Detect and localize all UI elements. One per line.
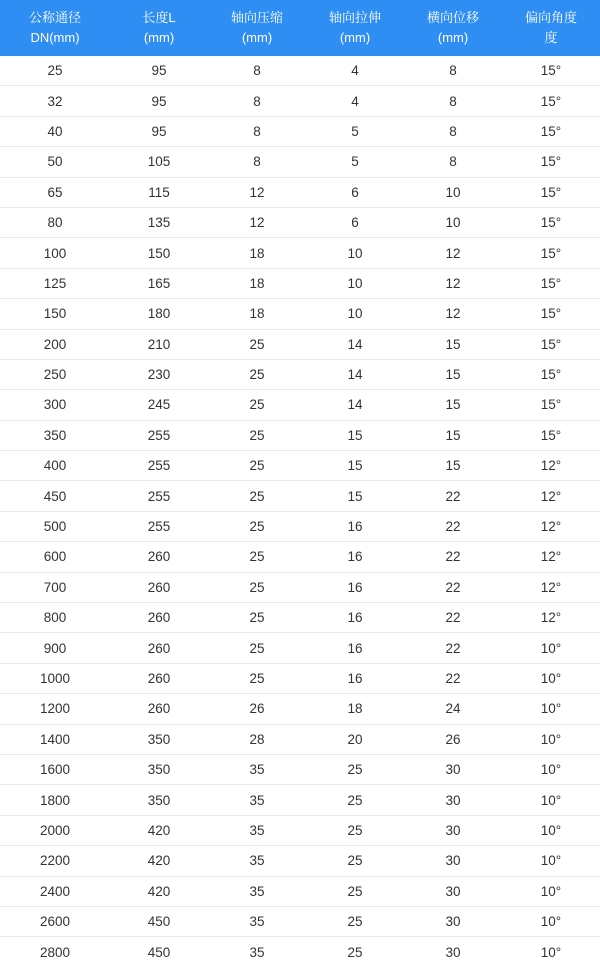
table-cell: 26: [404, 724, 502, 754]
table-cell: 6: [306, 177, 404, 207]
table-cell: 22: [404, 542, 502, 572]
column-header-title: 偏向角度: [524, 10, 577, 25]
table-cell: 25: [208, 542, 306, 572]
table-cell: 16: [306, 633, 404, 663]
table-cell: 10: [306, 268, 404, 298]
table-cell: 1200: [0, 694, 110, 724]
table-cell: 5: [306, 147, 404, 177]
table-cell: 350: [0, 420, 110, 450]
table-row: [0, 876, 600, 906]
table-cell: 30: [404, 937, 502, 967]
table-cell: 28: [208, 724, 306, 754]
table-cell: 255: [110, 481, 208, 511]
column-header-lateral-displacement: [404, 0, 502, 56]
table-cell: 25: [0, 56, 110, 86]
table-row: [0, 451, 600, 481]
table-cell: 30: [404, 754, 502, 784]
table-cell: 14: [306, 359, 404, 389]
table-cell: 5: [306, 116, 404, 146]
table-cell: 700: [0, 572, 110, 602]
table-row: [0, 329, 600, 359]
table-cell: 24: [404, 694, 502, 724]
table-cell: 15°: [502, 177, 600, 207]
table-row: [0, 511, 600, 541]
table-cell: 50: [0, 147, 110, 177]
table-cell: 10°: [502, 663, 600, 693]
table-cell: 260: [110, 603, 208, 633]
table-cell: 14: [306, 390, 404, 420]
column-header-unit: DN(mm): [30, 30, 80, 45]
table-cell: 8: [208, 147, 306, 177]
table-row: [0, 116, 600, 146]
table-cell: 16: [306, 542, 404, 572]
table-cell: 30: [404, 846, 502, 876]
table-cell: 600: [0, 542, 110, 572]
table-cell: 300: [0, 390, 110, 420]
table-cell: 12°: [502, 451, 600, 481]
table-cell: 10°: [502, 633, 600, 663]
table-cell: 15°: [502, 420, 600, 450]
table-cell: 15: [306, 481, 404, 511]
table-cell: 25: [208, 511, 306, 541]
column-header-length: [110, 0, 208, 56]
table-cell: 2400: [0, 876, 110, 906]
table-cell: 260: [110, 663, 208, 693]
table-cell: 30: [404, 815, 502, 845]
table-cell: 14: [306, 329, 404, 359]
table-cell: 12°: [502, 572, 600, 602]
table-cell: 22: [404, 663, 502, 693]
table-row: [0, 754, 600, 784]
table-cell: 15: [404, 359, 502, 389]
table-header-row: [0, 0, 600, 56]
table-cell: 260: [110, 572, 208, 602]
table-cell: 10°: [502, 754, 600, 784]
table-cell: 15: [404, 329, 502, 359]
table-cell: 10: [306, 238, 404, 268]
table-cell: 12: [404, 299, 502, 329]
table-cell: 10°: [502, 937, 600, 967]
table-cell: 12°: [502, 603, 600, 633]
table-row: [0, 603, 600, 633]
table-cell: 8: [208, 86, 306, 116]
table-cell: 260: [110, 633, 208, 663]
table-cell: 400: [0, 451, 110, 481]
table-cell: 150: [0, 299, 110, 329]
table-cell: 8: [208, 116, 306, 146]
table-cell: 260: [110, 542, 208, 572]
table-cell: 25: [208, 451, 306, 481]
table-cell: 15: [306, 420, 404, 450]
table-cell: 15°: [502, 116, 600, 146]
table-cell: 135: [110, 207, 208, 237]
table-cell: 15: [404, 420, 502, 450]
table-cell: 40: [0, 116, 110, 146]
table-cell: 16: [306, 663, 404, 693]
table-cell: 25: [306, 937, 404, 967]
table-cell: 25: [306, 785, 404, 815]
table-row: [0, 785, 600, 815]
table-cell: 245: [110, 390, 208, 420]
table-row: [0, 846, 600, 876]
table-cell: 12: [404, 268, 502, 298]
table-cell: 25: [208, 359, 306, 389]
table-cell: 4: [306, 86, 404, 116]
table-row: [0, 238, 600, 268]
table-cell: 1400: [0, 724, 110, 754]
table-cell: 350: [110, 724, 208, 754]
table-cell: 8: [404, 56, 502, 86]
table-cell: 35: [208, 785, 306, 815]
table-cell: 12°: [502, 542, 600, 572]
table-cell: 15°: [502, 147, 600, 177]
table-cell: 10°: [502, 785, 600, 815]
table-cell: 15°: [502, 329, 600, 359]
table-cell: 95: [110, 116, 208, 146]
table-cell: 15°: [502, 207, 600, 237]
table-cell: 2600: [0, 906, 110, 936]
table-cell: 12°: [502, 511, 600, 541]
table-cell: 15°: [502, 56, 600, 86]
table-row: [0, 390, 600, 420]
table-cell: 255: [110, 511, 208, 541]
table-cell: 22: [404, 603, 502, 633]
table-cell: 22: [404, 511, 502, 541]
table-cell: 16: [306, 603, 404, 633]
table-row: [0, 815, 600, 845]
table-cell: 210: [110, 329, 208, 359]
table-cell: 450: [0, 481, 110, 511]
table-cell: 15°: [502, 268, 600, 298]
table-cell: 8: [404, 147, 502, 177]
table-cell: 15°: [502, 299, 600, 329]
column-header-unit: (mm): [437, 30, 469, 45]
table-cell: 10: [404, 177, 502, 207]
table-cell: 35: [208, 937, 306, 967]
table-cell: 26: [208, 694, 306, 724]
column-header-title: 轴向拉伸: [328, 10, 381, 25]
table-row: [0, 481, 600, 511]
table-cell: 18: [208, 299, 306, 329]
table-cell: 260: [110, 694, 208, 724]
table-row: [0, 724, 600, 754]
table-cell: 25: [208, 663, 306, 693]
table-cell: 500: [0, 511, 110, 541]
table-header: [0, 0, 600, 56]
table-cell: 35: [208, 846, 306, 876]
table-cell: 350: [110, 785, 208, 815]
table-cell: 10°: [502, 815, 600, 845]
table-cell: 6: [306, 207, 404, 237]
table-row: [0, 207, 600, 237]
table-cell: 2200: [0, 846, 110, 876]
table-cell: 15: [404, 451, 502, 481]
table-cell: 420: [110, 876, 208, 906]
table-cell: 12: [404, 238, 502, 268]
table-cell: 35: [208, 906, 306, 936]
column-header-title: 长度L: [142, 10, 176, 25]
table-cell: 4: [306, 56, 404, 86]
column-header-unit: (mm): [339, 30, 371, 45]
table-row: [0, 86, 600, 116]
table-cell: 22: [404, 481, 502, 511]
column-header-axial-compression: [208, 0, 306, 56]
table-cell: 35: [208, 876, 306, 906]
table-cell: 16: [306, 572, 404, 602]
table-cell: 30: [404, 906, 502, 936]
table-cell: 15: [306, 451, 404, 481]
table-cell: 900: [0, 633, 110, 663]
table-cell: 25: [208, 329, 306, 359]
column-header-deflection-angle: [502, 0, 600, 56]
table-cell: 25: [306, 754, 404, 784]
table-cell: 800: [0, 603, 110, 633]
table-cell: 15°: [502, 390, 600, 420]
table-cell: 15°: [502, 238, 600, 268]
table-cell: 15: [404, 390, 502, 420]
table-row: [0, 268, 600, 298]
table-cell: 32: [0, 86, 110, 116]
table-cell: 22: [404, 633, 502, 663]
column-header-title: 轴向压缩: [230, 10, 283, 25]
table-cell: 200: [0, 329, 110, 359]
table-cell: 255: [110, 451, 208, 481]
table-cell: 10°: [502, 724, 600, 754]
table-cell: 30: [404, 876, 502, 906]
table-cell: 450: [110, 906, 208, 936]
table-cell: 18: [208, 238, 306, 268]
table-cell: 12°: [502, 481, 600, 511]
table-cell: 255: [110, 420, 208, 450]
table-cell: 30: [404, 785, 502, 815]
table-cell: 250: [0, 359, 110, 389]
table-row: [0, 572, 600, 602]
table-cell: 18: [306, 694, 404, 724]
table-cell: 100: [0, 238, 110, 268]
table-cell: 25: [306, 876, 404, 906]
table-cell: 1000: [0, 663, 110, 693]
table-cell: 10°: [502, 694, 600, 724]
table-cell: 16: [306, 511, 404, 541]
table-cell: 165: [110, 268, 208, 298]
table-cell: 10°: [502, 876, 600, 906]
table-cell: 1800: [0, 785, 110, 815]
table-row: [0, 147, 600, 177]
column-header-title: 横向位移: [426, 10, 479, 25]
table-cell: 10: [404, 207, 502, 237]
table-cell: 25: [208, 572, 306, 602]
table-cell: 115: [110, 177, 208, 207]
table-cell: 15°: [502, 359, 600, 389]
table-row: [0, 663, 600, 693]
table-cell: 8: [404, 86, 502, 116]
table-cell: 1600: [0, 754, 110, 784]
table-cell: 105: [110, 147, 208, 177]
table-cell: 2000: [0, 815, 110, 845]
column-header-nominal-diameter: [0, 0, 110, 56]
table-cell: 180: [110, 299, 208, 329]
table-body: [0, 56, 600, 967]
table-cell: 420: [110, 815, 208, 845]
table-cell: 8: [208, 56, 306, 86]
table-cell: 230: [110, 359, 208, 389]
table-cell: 125: [0, 268, 110, 298]
table-cell: 35: [208, 815, 306, 845]
table-cell: 22: [404, 572, 502, 602]
table-row: [0, 299, 600, 329]
table-cell: 95: [110, 56, 208, 86]
table-cell: 95: [110, 86, 208, 116]
table-cell: 25: [208, 633, 306, 663]
column-header-unit: (mm): [241, 30, 273, 45]
table-cell: 8: [404, 116, 502, 146]
table-cell: 25: [208, 390, 306, 420]
table-cell: 10°: [502, 846, 600, 876]
table-cell: 20: [306, 724, 404, 754]
table-row: [0, 633, 600, 663]
table-cell: 150: [110, 238, 208, 268]
table-cell: 25: [306, 815, 404, 845]
table-row: [0, 937, 600, 967]
table-cell: 10°: [502, 906, 600, 936]
table-cell: 450: [110, 937, 208, 967]
table-cell: 80: [0, 207, 110, 237]
table-row: [0, 542, 600, 572]
table-cell: 2800: [0, 937, 110, 967]
table-cell: 15°: [502, 86, 600, 116]
table-cell: 25: [208, 481, 306, 511]
table-cell: 12: [208, 177, 306, 207]
column-header-title: 公称通径: [28, 10, 81, 25]
table-cell: 25: [208, 603, 306, 633]
table-cell: 25: [208, 420, 306, 450]
column-header-unit: (mm): [143, 30, 175, 45]
table-cell: 10: [306, 299, 404, 329]
table-cell: 18: [208, 268, 306, 298]
table-row: [0, 420, 600, 450]
table-row: [0, 906, 600, 936]
table-cell: 350: [110, 754, 208, 784]
table-cell: 35: [208, 754, 306, 784]
column-header-axial-extension: [306, 0, 404, 56]
column-header-unit: 度: [544, 30, 558, 45]
table-row: [0, 56, 600, 86]
table-cell: 12: [208, 207, 306, 237]
table-cell: 25: [306, 846, 404, 876]
table-cell: 25: [306, 906, 404, 936]
table-cell: 420: [110, 846, 208, 876]
table-row: [0, 694, 600, 724]
table-cell: 65: [0, 177, 110, 207]
table-row: [0, 177, 600, 207]
table-row: [0, 359, 600, 389]
